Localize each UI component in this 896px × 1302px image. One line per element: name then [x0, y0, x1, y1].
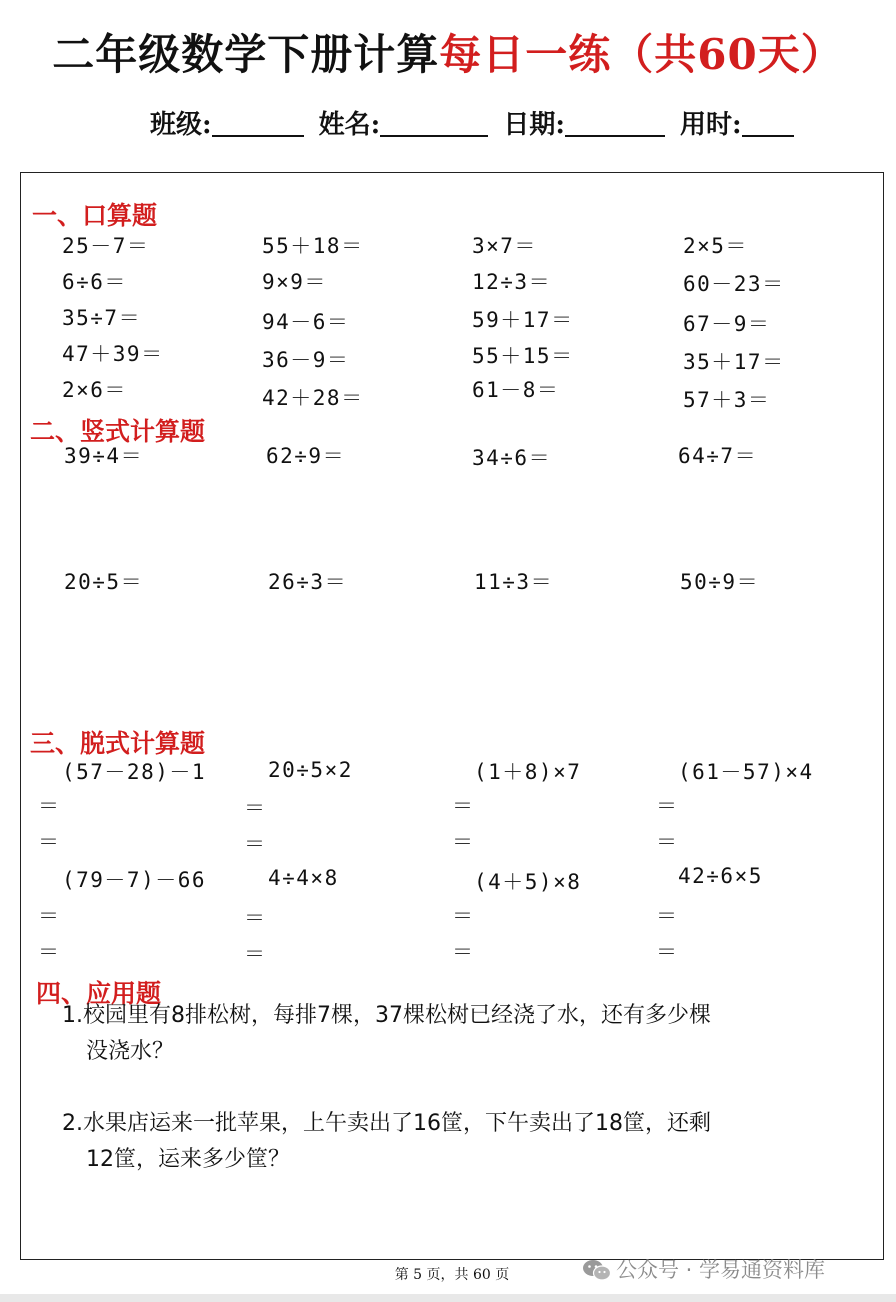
class-blank[interactable]: [212, 109, 304, 137]
date-label: 日期:: [503, 110, 565, 140]
stepwise-problem: (1＋8)×7: [474, 760, 582, 784]
equals-sign: ＝: [38, 940, 59, 964]
vertical-problem: 62÷9＝: [266, 444, 346, 468]
equals-sign: ＝: [244, 942, 265, 966]
vertical-problem: 64÷7＝: [678, 444, 758, 468]
word-problem-1-line1: 1.校园里有8排松树，每排7棵，37棵松树已经浇了水，还有多少棵: [62, 1003, 711, 1028]
oral-problem: 59＋17＝: [472, 308, 574, 332]
name-blank[interactable]: [380, 109, 488, 137]
oral-problem: 42＋28＝: [262, 386, 364, 410]
oral-problem: 55＋18＝: [262, 234, 364, 258]
equals-sign: ＝: [656, 904, 677, 928]
stepwise-problem: (61－57)×4: [678, 760, 814, 784]
oral-problem: 12÷3＝: [472, 270, 552, 294]
oral-problem: 55＋15＝: [472, 344, 574, 368]
page-number: 第 5 页，共 60 页: [394, 1267, 510, 1283]
equals-sign: ＝: [452, 904, 473, 928]
bottom-bar: [0, 1294, 896, 1302]
vertical-problem: 26÷3＝: [268, 570, 348, 594]
vertical-problem: 39÷4＝: [64, 444, 144, 468]
vertical-problem: 20÷5＝: [64, 570, 144, 594]
word-problem-1: [62, 998, 711, 1070]
watermark: [582, 1254, 825, 1284]
oral-problem: 25－7＝: [62, 234, 150, 258]
oral-problem: 36－9＝: [262, 348, 350, 372]
oral-problem: 2×6＝: [62, 378, 127, 402]
equals-sign: ＝: [244, 906, 265, 930]
word-problem-2-line2: 12筐，运来多少筐？: [86, 1147, 290, 1172]
stepwise-problem: (79－7)－66: [62, 868, 207, 892]
word-problem-2: [62, 1106, 711, 1178]
equals-sign: ＝: [656, 794, 677, 818]
equals-sign: ＝: [38, 904, 59, 928]
section-oral-heading: 一、口算题: [32, 201, 158, 230]
oral-problem: 47＋39＝: [62, 342, 164, 366]
equals-sign: ＝: [452, 940, 473, 964]
date-blank[interactable]: [565, 109, 665, 137]
wechat-icon: [582, 1258, 612, 1282]
stepwise-problem: (4＋5)×8: [474, 870, 582, 894]
watermark-text: 公众号 · 学易通资料库: [616, 1258, 826, 1282]
equals-sign: ＝: [656, 940, 677, 964]
word-problem-2-line1: 2.水果店运来一批苹果，上午卖出了16筐，下午卖出了18筐，还剩: [62, 1111, 711, 1136]
stepwise-problem: (57－28)－1: [62, 760, 207, 784]
section-applied-heading: 四、应用题: [36, 979, 162, 1008]
equals-sign: ＝: [452, 830, 473, 854]
word-problem-1-line2: 没浇水？: [86, 1039, 175, 1064]
equals-sign: ＝: [244, 796, 265, 820]
stepwise-problem: 4÷4×8: [268, 866, 339, 890]
page-title: [0, 22, 896, 82]
equals-sign: ＝: [452, 794, 473, 818]
oral-problem: 35÷7＝: [62, 306, 142, 330]
oral-problem: 3×7＝: [472, 234, 537, 258]
time-label: 用时:: [680, 110, 742, 140]
section-stepwise-heading: 三、脱式计算题: [30, 729, 206, 758]
oral-problem: 57＋3＝: [683, 388, 771, 412]
time-blank[interactable]: [742, 109, 794, 137]
title-red: 每日一练（共60天）: [439, 30, 844, 79]
name-label: 姓名:: [318, 110, 381, 140]
stepwise-problem: 42÷6×5: [678, 864, 763, 888]
class-label: 班级:: [150, 110, 212, 140]
oral-problem: 2×5＝: [683, 234, 748, 258]
equals-sign: ＝: [38, 830, 59, 854]
oral-problem: 61－8＝: [472, 378, 560, 402]
oral-problem: 94－6＝: [262, 310, 350, 334]
vertical-problem: 50÷9＝: [680, 570, 760, 594]
equals-sign: ＝: [38, 794, 59, 818]
vertical-problem: 11÷3＝: [474, 570, 554, 594]
equals-sign: ＝: [656, 830, 677, 854]
equals-sign: ＝: [244, 832, 265, 856]
oral-problem: 60－23＝: [683, 272, 785, 296]
oral-problem: 67－9＝: [683, 312, 771, 336]
section-vertical-heading: 二、竖式计算题: [30, 417, 206, 446]
oral-problem: 6÷6＝: [62, 270, 127, 294]
student-info: [150, 104, 850, 141]
title-black: 二年级数学下册计算: [52, 30, 440, 79]
oral-problem: 9×9＝: [262, 270, 327, 294]
oral-problem: 35＋17＝: [683, 350, 785, 374]
stepwise-problem: 20÷5×2: [268, 758, 353, 782]
vertical-problem: 34÷6＝: [472, 446, 552, 470]
